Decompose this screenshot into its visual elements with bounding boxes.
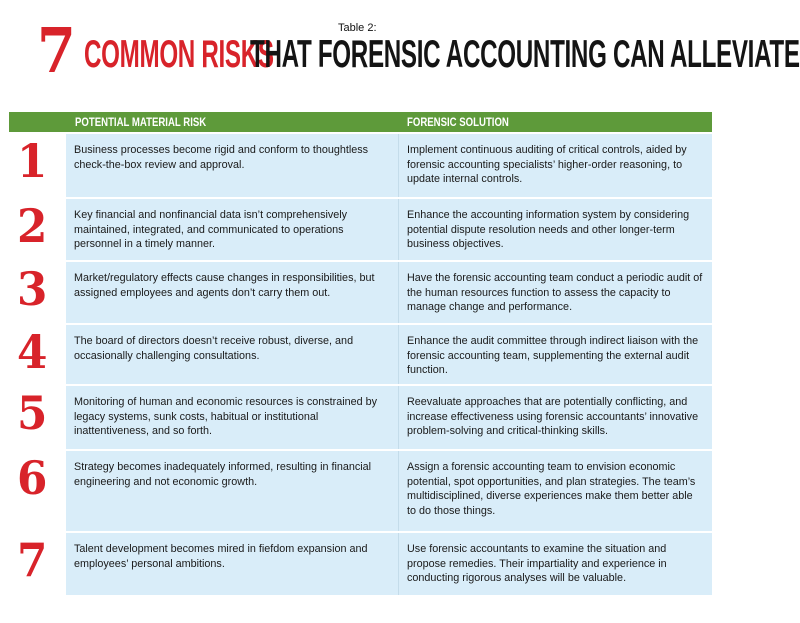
solution-cell: Have the forensic accounting team conduct a periodic audit of the human resources function to assess the capacity to manage change and performance.: [398, 262, 712, 323]
table-row: [9, 260, 712, 323]
table-header: [9, 112, 712, 132]
column-header-risk: POTENTIAL MATERIAL RISK: [75, 115, 207, 129]
table-row: [9, 449, 712, 531]
row-number: 4: [17, 325, 48, 379]
table-row: [9, 132, 712, 197]
risk-cell: Market/regulatory effects cause changes in responsibilities, but assigned employees and agents don’t carry them out.: [66, 262, 398, 323]
row-number: 2: [17, 199, 48, 253]
table-row: [9, 323, 712, 384]
solution-cell: Use forensic accountants to examine the situation and propose remedies. Their impartiality and experience in conducting rigorous analyses will be valuable.: [398, 533, 712, 595]
row-number: 5: [17, 386, 48, 440]
row-number: 3: [17, 262, 48, 316]
row-number: 6: [17, 451, 48, 505]
title-text: THAT FORENSIC ACCOUNTING CAN ALLEVIATE: [250, 33, 800, 76]
solution-cell: Enhance the accounting information system by considering potential dispute resolution needs and other longer-term business objectives.: [398, 199, 712, 260]
table-row: [9, 197, 712, 260]
row-number: 7: [17, 533, 48, 587]
title-highlight: COMMON RISKS: [84, 33, 274, 76]
solution-cell: Assign a forensic accounting team to envision economic potential, spot opportunities, and plan strategies. The team’s multidisciplined, diverse experiences make them better able to do those things.: [398, 451, 712, 531]
table-label: Table 2:: [338, 22, 377, 34]
risk-cell: Strategy becomes inadequately informed, resulting in financial engineering and not economic growth.: [66, 451, 398, 531]
solution-cell: Enhance the audit committee through indirect liaison with the forensic accounting team, supplementing the external audit function.: [398, 325, 712, 384]
risk-cell: The board of directors doesn’t receive robust, diverse, and occasionally challenging consultations.: [66, 325, 398, 384]
risks-table: [9, 112, 712, 595]
risk-cell: Key financial and nonfinancial data isn’t comprehensively maintained, integrated, and communicated to operations personnel in a timely manner.: [66, 199, 398, 260]
solution-cell: Reevaluate approaches that are potentially conflicting, and increase effectiveness using forensic accountants’ innovative problem-solving and critical-thinking skills.: [398, 386, 712, 449]
row-number: 1: [17, 134, 48, 188]
table-row: [9, 384, 712, 449]
title-number: 7: [37, 14, 76, 87]
page-header: [0, 0, 800, 110]
table-row: [9, 531, 712, 595]
risk-cell: Monitoring of human and economic resources is constrained by legacy systems, sunk costs, habitual or institutional inattentiveness, and so forth.: [66, 386, 398, 449]
solution-cell: Implement continuous auditing of critical controls, aided by forensic accounting specialists’ higher-order reasoning, to update internal controls.: [398, 134, 712, 197]
risk-cell: Business processes become rigid and conform to thoughtless check-the-box review and approval.: [66, 134, 398, 197]
risk-cell: Talent development becomes mired in fiefdom expansion and employees’ personal ambitions.: [66, 533, 398, 595]
column-header-solution: FORENSIC SOLUTION: [407, 115, 509, 129]
